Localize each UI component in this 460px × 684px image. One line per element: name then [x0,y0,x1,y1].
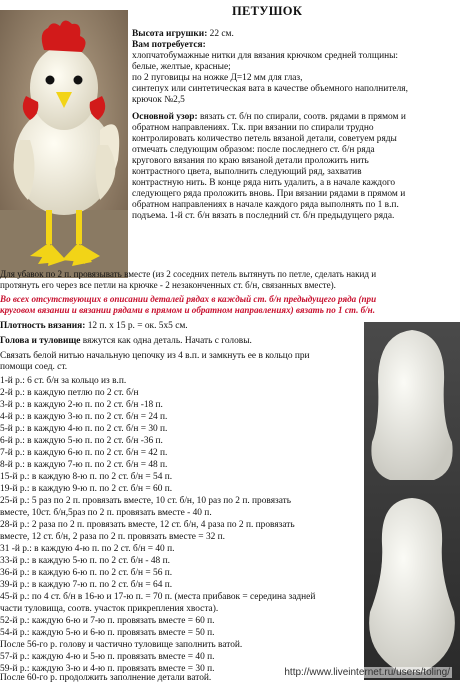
height-value: 22 см. [207,29,234,39]
pattern-line: контрастную нить. В конце ряда нить удалить, а в начале каждого [132,178,396,188]
row-line: 3-й р.: в каждую 2-ю п. по 2 ст. б/н -18 п. [0,400,163,410]
need-line: по 2 пуговицы на ножке Д=12 мм для глаз, [132,73,303,83]
row-line: 59-й р.: каждую 3-ю и 4-ю п. провязать вместе = 30 п. [0,664,215,674]
pattern-line: обратном направлениях. Т.к. при вязании по спирали трудно [132,123,374,133]
row-line: 36-й р.: в каждую 6-ю п. по 2 ст. б/н = 56 п. [0,568,173,578]
row-line: вместе, 10ст. б/н,5раз по 2 п. провязать вместе - 40 п. [0,508,212,518]
row-line: 33-й р.: в каждую 5-ю п. по 2 ст. б/н - 48 п. [0,556,170,566]
pattern-line: подъема. 1-й ст. б/н вязать в последний ст. б/н предыдущего ряда. [132,211,395,221]
decrease-line: Для убавок по 2 п. провязывать вместе (из 2 соседних петель вытянуть по петле, сделать накид и [0,269,377,279]
row-line: 39-й р.: в каждую 7-ю п. по 2 ст. б/н = 64 п. [0,580,173,590]
row-line: 8-й р.: в каждую 7-ю п. по 2 ст. б/н = 48 п. [0,460,168,470]
source-watermark: http://www.liveinternet.ru/users/toling/ [284,667,450,678]
row-line: 19-й р.: в каждую 9-ю п. по 2 ст. б/н = 60 п. [0,484,173,494]
body-pieces-photo [364,322,460,680]
row-line: вместе, 12 ст. б/н, 2 раза по 2 п. провязать вместе = 32 п. [0,532,226,542]
row-line: 31 -й р.: в каждую 4-ю п. по 2 ст. б/н = 40 п. [0,544,175,554]
height-label: Высота игрушки: [132,29,208,39]
row-line: 45-й р.: по 4 ст. б/н в 16-ю и 17-ю п. = 70 п. (места прибавок = середина задней [0,592,316,602]
need-line: белые, желтые, красные; [132,62,231,72]
need-line: синтепух или синтетическая вата в качестве объемного наполнителя, [132,84,408,94]
height-line [132,29,234,40]
density-line [0,321,188,332]
density-value: 12 п. х 15 р. = ок. 5х5 см. [85,321,188,331]
warning-line: Во всех отсутствующих в описании деталей рядах в каждый ст. б/н предыдущего ряда (при [0,294,377,304]
pattern-label: Основной узор: [132,112,198,122]
pattern-first-line [132,112,406,123]
row-line: части туловища, соотв. участок прикрепления хвоста). [0,604,219,614]
density-label: Плотность вязания: [0,321,86,331]
pattern-line: следующего ряда проложить вновь. При вязании рядами в прямом и [132,189,406,199]
head-line [0,336,252,347]
row-line: 2-й р.: в каждую петлю по 2 ст. б/н [0,388,139,398]
head-label-rest: вяжутся как одна деталь. Начать с головы. [80,336,252,346]
decrease-line: протянуть его через все петли на крючке - 2 незаконченных ст. б/н, связанных вместе). [0,280,336,290]
pattern-line: контролировать количество петель вязаной детали, советуем ряды [132,134,397,144]
start-line: помощи соед. ст. [0,362,68,372]
warning-line: круговом вязании и вязании рядами в прямом и обратном направлениях) вязать по 1 ст. б/н. [0,305,376,315]
start-line: Связать белой нитью начальную цепочку из 4 в.п. и замкнуть ее в кольцо при [0,351,310,361]
pattern-line: отмечать следующим образом: после последнего ст. б/н ряда [132,145,375,155]
need-line: крючок №2,5 [132,95,185,105]
row-line: 54-й р.: каждую 5-ю и 6-ю п. провязать вместе = 50 п. [0,628,215,638]
row-line: 1-й р.: 6 ст. б/н за кольцо из в.п. [0,376,127,386]
need-label: Вам потребуется: [132,40,206,50]
row-line: После 56-го р. голову и частично туловище заполнить ватой. [0,640,243,650]
row-line: 7-й р.: в каждую 6-ю п. по 2 ст. б/н = 42 п. [0,448,168,458]
row-line: 5-й р.: в каждую 4-ю п. по 2 ст. б/н = 30 п. [0,424,168,434]
row-line: 15-й р.: в каждую 8-ю п. по 2 ст. б/н = 54 п. [0,472,173,482]
need-line: хлопчатобумажные нитки для вязания крючком средней толщины: [132,51,399,61]
pattern-line: обратном направлениях в начале каждого ряда выполнять по 1 в.п. [132,200,399,210]
pattern-line: кругового вязания по краю вязаной детали проложить нить [132,156,369,166]
row-line: 52-й р.: каждую 6-ю и 7-ю п. провязать вместе = 60 п. [0,616,215,626]
pattern-first-rest: вязать ст. б/н по спирали, соотв. рядами в прямом и [197,112,406,122]
row-line: 57-й р.: каждую 4-ю и 5-ю п. провязать вместе = 40 п. [0,652,215,662]
rooster-photo [0,10,128,278]
row-line: 28-й р.: 2 раза по 2 п. провязать вместе, 12 ст. б/н, 4 раза по 2 п. провязать [0,520,295,530]
pattern-line: контрастного цвета, выполнить следующий ряд, захватив [132,167,362,177]
row-line: После 60-го р. продолжить заполнение детали ватой. [0,673,212,683]
page-title: ПЕТУШОК [232,4,303,18]
head-label: Голова и туловище [0,336,81,346]
row-line: 4-й р.: в каждую 3-ю п. по 2 ст. б/н = 24 п. [0,412,168,422]
row-line: 25-й р.: 5 раз по 2 п. провязать вместе, 10 ст. б/н, 10 раз по 2 п. провязать [0,496,292,506]
row-line: 6-й р.: в каждую 5-ю п. по 2 ст. б/н -36 п. [0,436,163,446]
